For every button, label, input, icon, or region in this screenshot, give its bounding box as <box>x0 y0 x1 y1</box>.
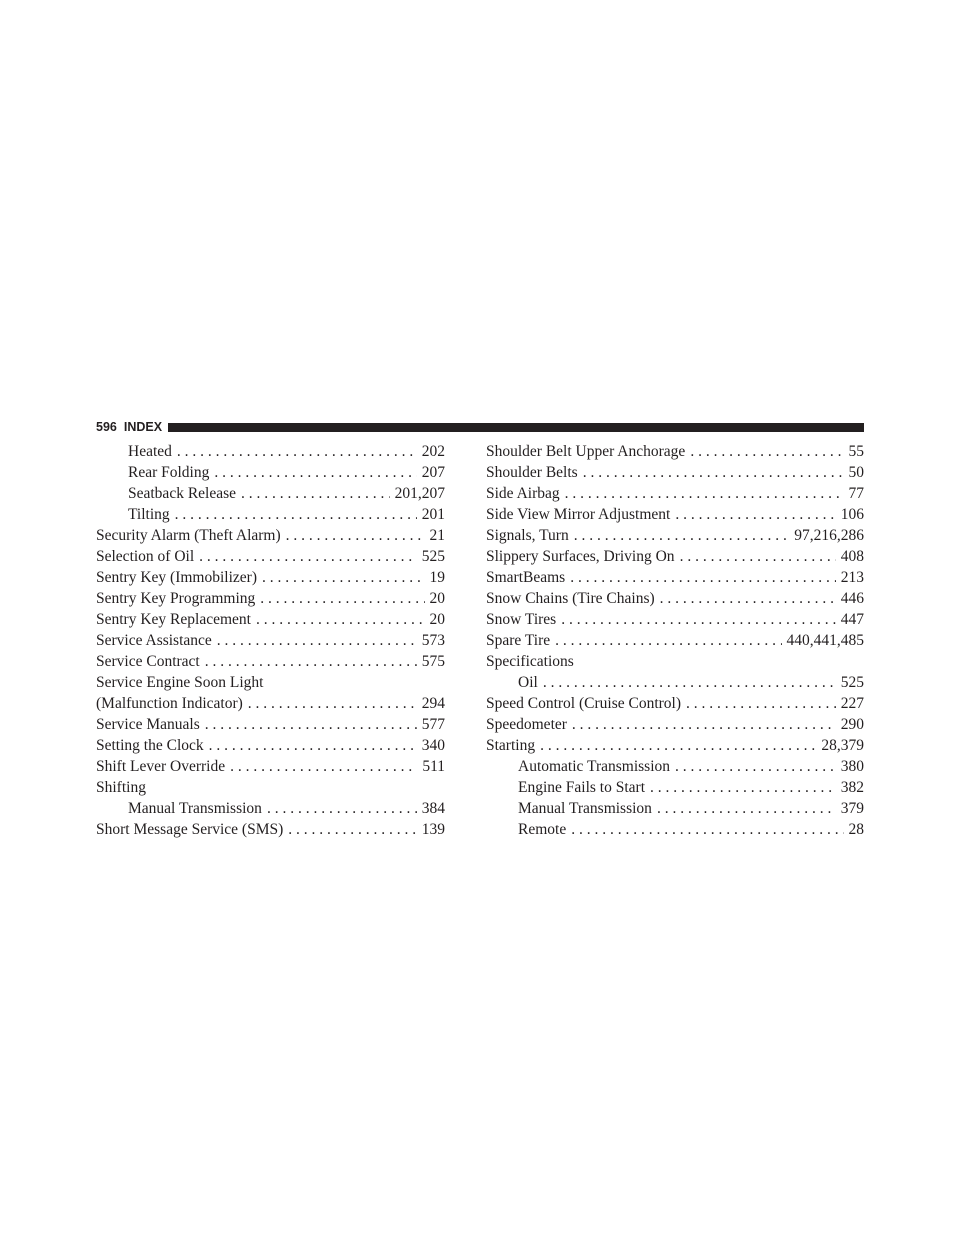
index-page-ref: 106 <box>840 506 864 523</box>
dot-leader <box>561 609 836 630</box>
index-term: Service Manuals <box>96 716 200 733</box>
index-term: Rear Folding <box>128 464 210 481</box>
dot-leader <box>288 819 416 840</box>
dot-leader <box>555 630 781 651</box>
index-entry <box>486 567 864 588</box>
index-entry <box>486 735 864 756</box>
index-page-ref: 213 <box>840 569 864 586</box>
index-page-ref: 201,207 <box>394 485 445 502</box>
index-page-ref: 139 <box>421 821 445 838</box>
index-page-ref: 575 <box>421 653 445 670</box>
header-rule <box>168 423 864 432</box>
dot-leader <box>675 504 835 525</box>
index-page-ref: 20 <box>429 590 445 607</box>
dot-leader <box>175 504 417 525</box>
section-title: INDEX <box>123 420 163 434</box>
dot-leader <box>571 819 843 840</box>
dot-leader <box>543 672 836 693</box>
index-term: Speed Control (Cruise Control) <box>486 695 682 712</box>
index-term: Shoulder Belts <box>486 464 578 481</box>
page-header <box>96 416 864 438</box>
index-entry <box>96 630 445 651</box>
dot-leader <box>540 735 816 756</box>
index-term: Starting <box>486 737 536 754</box>
index-page-ref: 77 <box>848 485 864 502</box>
dot-leader <box>241 483 390 504</box>
index-term: SmartBeams <box>486 569 566 586</box>
index-entry <box>96 714 445 735</box>
index-entry <box>96 693 445 714</box>
index-entry <box>486 777 864 798</box>
dot-leader <box>686 693 836 714</box>
index-term: Selection of Oil <box>96 548 195 565</box>
dot-leader <box>286 525 425 546</box>
index-term: Spare Tire <box>486 632 551 649</box>
index-term: Service Assistance <box>96 632 212 649</box>
index-entry <box>486 525 864 546</box>
dot-leader <box>256 609 425 630</box>
index-page-ref: 50 <box>848 464 864 481</box>
index-term: Service Contract <box>96 653 200 670</box>
index-entry <box>486 483 864 504</box>
index-term: Manual Transmission <box>518 800 652 817</box>
index-page-ref: 97,216,286 <box>794 527 864 544</box>
dot-leader <box>267 798 417 819</box>
index-entry <box>96 798 445 819</box>
index-page-ref: 408 <box>840 548 864 565</box>
index-page-ref: 440,441,485 <box>786 632 864 649</box>
index-column-left <box>96 441 445 840</box>
dot-leader <box>583 462 844 483</box>
index-page-ref: 573 <box>421 632 445 649</box>
index-page-ref: 447 <box>840 611 864 628</box>
index-entry <box>96 567 445 588</box>
index-entry <box>96 756 445 777</box>
dot-leader <box>205 651 417 672</box>
index-term: Seatback Release <box>128 485 237 502</box>
index-term: Signals, Turn <box>486 527 569 544</box>
index-term: Side View Mirror Adjustment <box>486 506 671 523</box>
index-term: Speedometer <box>486 716 567 733</box>
dot-leader <box>177 441 417 462</box>
dot-leader <box>217 630 417 651</box>
index-page-ref: 446 <box>840 590 864 607</box>
dot-leader <box>248 693 417 714</box>
index-term: Automatic Transmission <box>518 758 671 775</box>
dot-leader <box>680 546 836 567</box>
index-page-ref: 202 <box>421 443 445 460</box>
index-page-ref: 20 <box>429 611 445 628</box>
index-heading: Shifting <box>96 779 146 796</box>
index-entry <box>486 819 864 840</box>
index-entry <box>486 609 864 630</box>
index-entry <box>96 819 445 840</box>
index-page-ref: 382 <box>840 779 864 796</box>
index-term: Sentry Key Replacement <box>96 611 251 628</box>
index-entry <box>486 462 864 483</box>
index-entry <box>96 735 445 756</box>
index-entry <box>486 693 864 714</box>
index-entry <box>486 756 864 777</box>
dot-leader <box>690 441 843 462</box>
index-page-ref: 379 <box>840 800 864 817</box>
index-page-ref: 28 <box>848 821 864 838</box>
index-page-ref: 21 <box>429 527 445 544</box>
index-page-ref: 380 <box>840 758 864 775</box>
index-entry <box>96 651 445 672</box>
dot-leader <box>572 714 836 735</box>
index-page-ref: 384 <box>421 800 445 817</box>
index-term: Setting the Clock <box>96 737 204 754</box>
dot-leader <box>209 735 417 756</box>
dot-leader <box>565 483 844 504</box>
dot-leader <box>230 756 417 777</box>
index-term: Engine Fails to Start <box>518 779 646 796</box>
index-page-ref: 207 <box>421 464 445 481</box>
index-entry <box>96 462 445 483</box>
index-page-ref: 19 <box>429 569 445 586</box>
index-term: Short Message Service (SMS) <box>96 821 284 838</box>
index-page-ref: 340 <box>421 737 445 754</box>
index-term: Heated <box>128 443 172 460</box>
dot-leader <box>205 714 417 735</box>
index-entry <box>96 441 445 462</box>
index-page-ref: 28,379 <box>821 737 864 754</box>
index-entry <box>486 546 864 567</box>
dot-leader <box>262 567 425 588</box>
index-term: (Malfunction Indicator) <box>96 695 243 712</box>
index-entry <box>486 441 864 462</box>
index-term: Shift Lever Override <box>96 758 226 775</box>
index-term: Snow Chains (Tire Chains) <box>486 590 655 607</box>
index-term: Shoulder Belt Upper Anchorage <box>486 443 686 460</box>
index-term: Tilting <box>128 506 170 523</box>
dot-leader <box>660 588 836 609</box>
index-entry <box>486 672 864 693</box>
index-term: Oil <box>518 674 538 691</box>
dot-leader <box>260 588 424 609</box>
index-entry <box>486 630 864 651</box>
index-term: Sentry Key (Immobilizer) <box>96 569 257 586</box>
index-term: Side Airbag <box>486 485 560 502</box>
index-page-ref: 577 <box>421 716 445 733</box>
index-entry <box>96 483 445 504</box>
dot-leader <box>650 777 836 798</box>
index-term: Slippery Surfaces, Driving On <box>486 548 675 565</box>
index-entry <box>486 504 864 525</box>
index-term: Manual Transmission <box>128 800 262 817</box>
index-page-ref: 55 <box>848 443 864 460</box>
index-entry <box>486 714 864 735</box>
index-entry <box>96 546 445 567</box>
index-entry <box>96 504 445 525</box>
dot-leader <box>657 798 836 819</box>
dot-leader <box>574 525 790 546</box>
index-page-ref: 525 <box>840 674 864 691</box>
index-term: Sentry Key Programming <box>96 590 256 607</box>
index-column-right <box>486 441 864 840</box>
index-entry <box>96 525 445 546</box>
dot-leader <box>570 567 836 588</box>
index-term: Snow Tires <box>486 611 557 628</box>
index-page-ref: 201 <box>421 506 445 523</box>
index-term: Security Alarm (Theft Alarm) <box>96 527 281 544</box>
index-page-ref: 511 <box>422 758 445 775</box>
index-page-ref: 290 <box>840 716 864 733</box>
page-number: 596 <box>96 420 117 434</box>
dot-leader <box>675 756 836 777</box>
index-entry <box>486 588 864 609</box>
index-entry <box>486 798 864 819</box>
index-page-ref: 294 <box>421 695 445 712</box>
index-heading: Specifications <box>486 653 574 670</box>
index-page-ref: 227 <box>840 695 864 712</box>
index-heading: Service Engine Soon Light <box>96 674 264 691</box>
dot-leader <box>214 462 416 483</box>
index-term: Remote <box>518 821 567 838</box>
index-page-ref: 525 <box>421 548 445 565</box>
dot-leader <box>199 546 417 567</box>
index-entry <box>96 609 445 630</box>
index-entry <box>96 588 445 609</box>
